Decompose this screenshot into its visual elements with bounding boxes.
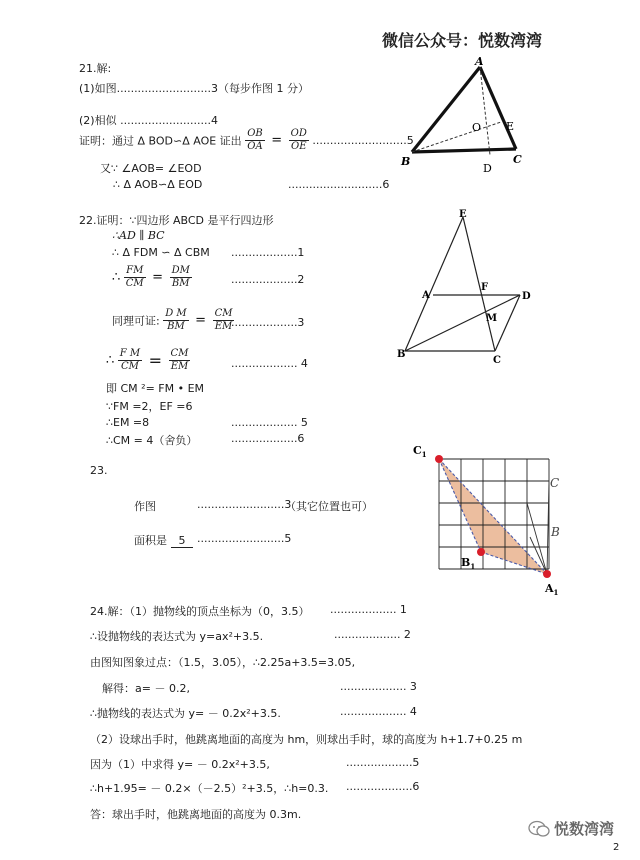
point-b1 [477, 548, 485, 556]
q24-line5-dots: ................... 4 [340, 705, 417, 718]
fraction-fm-cm-2 [118, 348, 142, 373]
q22-ratio1-dots: ...................2 [231, 273, 305, 286]
q23-label: 23. [90, 464, 108, 477]
therefore-symbol: ∴ [112, 270, 121, 285]
q22-line2-dots: ...................1 [231, 246, 305, 259]
q22-parallelogram-figure [385, 205, 550, 375]
q21-proof [79, 128, 414, 153]
q21-line1: (1)如图...........................3（每步作图 1 分） [79, 82, 309, 95]
label-d: D [522, 291, 531, 302]
q24-line8: ∴h+1.95= － 0.2×（－2.5）²+3.5，∴h=0.3. [90, 782, 329, 795]
segment-dc [495, 295, 520, 351]
label-a: A [475, 55, 484, 68]
frac-num: CM [170, 348, 189, 359]
label-e: E [459, 209, 467, 220]
q23-area-value: 5 [171, 535, 193, 548]
segment-ac [480, 67, 516, 149]
fraction-dm-bm-2 [163, 308, 188, 333]
q23-line1-dots: .........................3 [197, 498, 292, 511]
label-b: B [397, 349, 406, 360]
q21-label: 21.解: [79, 62, 112, 75]
fraction-dm-bm [170, 265, 192, 290]
q23-line2-dots: .........................5 [197, 532, 292, 545]
q22-line9-dots: ...................6 [231, 432, 305, 445]
label-o: O [472, 121, 482, 134]
point-c1 [435, 455, 443, 463]
q21-proof-dots: ...........................5 [312, 134, 414, 147]
q22-line8-dots: ................... 5 [231, 416, 308, 429]
fraction-od-oe [289, 128, 309, 153]
frac-num: F M [119, 348, 141, 359]
frac-num: CM [214, 308, 233, 319]
q22-label: 22.证明：∵四边形 ABCD 是平行四边形 [79, 214, 274, 227]
q23-line1: 作图 [134, 500, 156, 513]
label-m: M [486, 313, 498, 324]
q22-line1: ∴AD ∥ BC [112, 229, 165, 242]
q24-line9: 答：球出手时，他跳离地面的高度为 0.3m. [90, 808, 302, 821]
q21-line4: 又∵ ∠AOB= ∠EOD [100, 162, 202, 175]
q24-line1-dots: ................... 1 [330, 603, 407, 616]
q22-ratio2-dots: ...................3 [231, 316, 305, 329]
q22-line2: ∴ Δ FDM ∽ Δ CBM [112, 246, 210, 259]
label-a1: $A_1$ [545, 582, 559, 597]
q22-ratio3 [106, 348, 190, 373]
q24-line8-dots: ...................6 [346, 780, 420, 793]
footer-brand [528, 818, 614, 839]
q24-line2: ∴设抛物线的表达式为 y=ax²+3.5. [90, 630, 264, 643]
q24-line3: 由图知图象过点：（1.5，3.05），∴2.25a+3.5=3.05, [90, 656, 356, 669]
footer-brand-text: 悦数湾湾 [554, 820, 615, 838]
point-a1 [543, 570, 551, 578]
label-d: D [483, 162, 492, 175]
segment-bc [412, 149, 516, 152]
segment-bd [405, 295, 520, 351]
header-title: 微信公众号：悦数湾湾 [382, 31, 543, 50]
q22-ratio2 [112, 308, 234, 333]
q22-line8: ∴EM =8 [106, 416, 150, 429]
equals-sign: = [148, 351, 163, 370]
frac-num: OD [290, 128, 307, 139]
q21-line5: ∴ Δ AOB∽Δ EOD [113, 178, 203, 191]
q24-line2-dots: ................... 2 [334, 628, 411, 641]
segment-ab [412, 67, 480, 152]
label-c: C [513, 153, 522, 166]
q22-line9: ∴CM = 4（舍负） [106, 434, 198, 447]
q22-line6: 即 CM ²= FM • EM [106, 382, 205, 395]
frac-den: OE [291, 141, 307, 152]
fraction-fm-cm [124, 265, 146, 290]
q21-triangle-figure [395, 55, 535, 185]
q23-grid-figure [405, 440, 575, 605]
q21-line2: (2)相似 ..........................4 [79, 114, 218, 127]
q24-line7: 因为（1）中求得 y= － 0.2x²+3.5, [90, 758, 270, 771]
label-b: B [401, 155, 411, 168]
segment-eb [405, 217, 463, 351]
q24-line7-dots: ...................5 [346, 756, 420, 769]
q24-line5: ∴抛物线的表达式为 y= － 0.2x²+3.5. [90, 707, 281, 720]
equals-sign: = [152, 270, 164, 285]
frac-num: DM [171, 265, 190, 276]
q22-ratio1 [112, 265, 192, 290]
label-b: B [551, 525, 560, 539]
label-c: C [550, 476, 560, 490]
fraction-cm-em-2 [169, 348, 191, 373]
q23-line1-note: （其它位置也可） [285, 500, 373, 513]
frac-den: BM [171, 278, 190, 289]
equals-sign: = [271, 133, 283, 148]
fraction-ob-oa [245, 128, 265, 153]
q22-same-prefix: 同理可证: [112, 314, 160, 328]
label-c: C [493, 355, 501, 366]
therefore-symbol: ∴ [106, 353, 115, 368]
q24-line6: （2）设球出手时，他跳离地面的高度为 hm，则球出手时，球的高度为 h+1.7+0.25 m [90, 733, 523, 746]
q22-line7: ∵FM =2，EF =6 [106, 400, 193, 413]
label-e: E [506, 120, 515, 133]
frac-den: BM [167, 321, 185, 332]
frac-num: D M [165, 308, 187, 319]
frac-den: EM [214, 321, 233, 332]
label-c1: $C_1$ [413, 444, 427, 459]
frac-den: CM [121, 361, 139, 372]
q24-line4: 解得：a= － 0.2, [102, 682, 190, 695]
wechat-icon [528, 820, 550, 838]
q23-line2 [134, 532, 193, 548]
label-b1: $B_1$ [461, 556, 476, 571]
q24-line4-dots: ................... 3 [340, 680, 417, 693]
frac-num: OB [247, 128, 263, 139]
page-number: 2 [613, 842, 620, 853]
frac-den: CM [125, 278, 144, 289]
q21-line5-dots: ...........................6 [288, 178, 390, 191]
q22-ratio3-dots: ................... 4 [231, 357, 308, 370]
frac-den: EM [170, 361, 189, 372]
frac-den: OA [247, 141, 263, 152]
segment-ec [463, 217, 498, 351]
q21-proof-prefix: 证明：通过 Δ BOD∽Δ AOE 证出 [79, 134, 242, 148]
q23-area-label: 面积是 [134, 534, 167, 547]
label-a: A [422, 290, 430, 301]
equals-sign: = [195, 313, 207, 328]
frac-num: FM [124, 265, 146, 278]
label-f: F [481, 282, 489, 293]
q24-line1: 24.解：（1）抛物线的顶点坐标为（0，3.5） [90, 605, 310, 618]
